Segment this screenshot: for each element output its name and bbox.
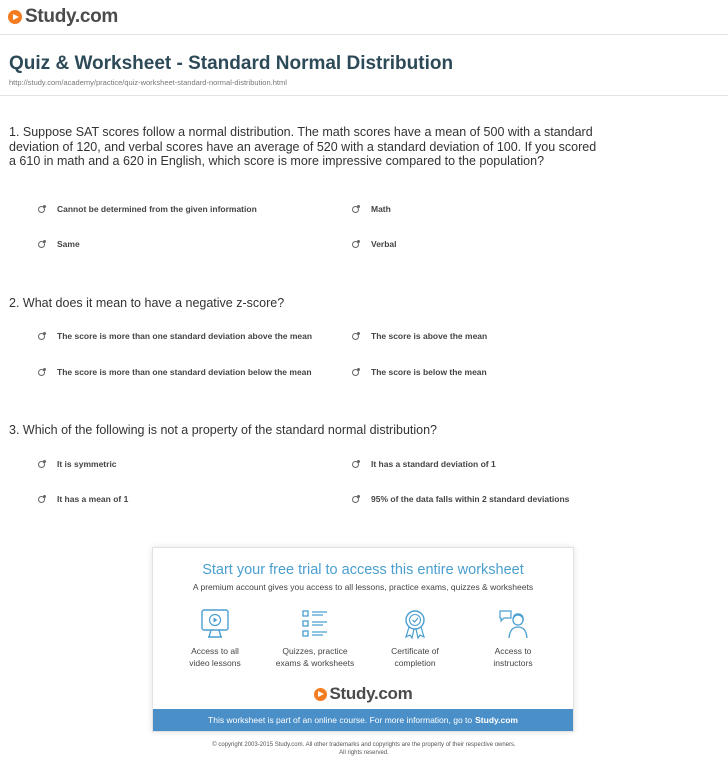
promo-footer-text: This worksheet is part of an online course. For more information, go to (208, 715, 473, 725)
feature-label: Access to all video lessons (189, 646, 241, 668)
play-logo-icon (314, 688, 327, 701)
answer-label: The score is below the mean (371, 367, 487, 377)
answer-label: The score is above the mean (371, 331, 488, 341)
radio-icon[interactable] (38, 206, 45, 213)
radio-icon[interactable] (38, 241, 45, 248)
feature-label: Access to instructors (493, 646, 533, 668)
radio-icon[interactable] (38, 333, 45, 340)
answer-option[interactable] (38, 459, 117, 469)
answer-label: It has a mean of 1 (57, 494, 129, 504)
answer-option[interactable] (38, 331, 312, 341)
answer-label: It has a standard deviation of 1 (371, 459, 496, 469)
copyright-line: © copyright 2003-2015 Study.com. All other trademarks and copyrights are the property of their respective owners. (212, 742, 516, 748)
answer-option[interactable] (38, 239, 80, 249)
question-1-text: 1. Suppose SAT scores follow a normal distribution. The math scores have a mean of 500 with a standard deviation of 120, and verbal scores have an average of 520 with a standard deviation of 100. If you scored a 610 in math and a 620 in English, which score is more impressive compared to the population? (9, 125, 597, 168)
feature-quizzes (265, 608, 365, 669)
answer-option[interactable] (352, 367, 487, 377)
promo-title[interactable]: Start your free trial to access this entire worksheet (202, 562, 524, 578)
question-2-text: 2. What does it mean to have a negative z-score? (9, 296, 285, 310)
answer-label: Verbal (371, 239, 397, 249)
checklist-icon (300, 608, 330, 640)
promo-subtitle: A premium account gives you access to all lessons, practice exams, quizzes & worksheets (192, 582, 534, 592)
site-header (8, 6, 118, 28)
answer-option[interactable] (352, 239, 397, 249)
radio-icon[interactable] (38, 369, 45, 376)
site-logo[interactable]: Study.com (25, 6, 119, 27)
answer-label: Cannot be determined from the given information (57, 204, 257, 214)
feature-instructors (463, 608, 563, 669)
radio-icon[interactable] (352, 333, 359, 340)
radio-icon[interactable] (352, 206, 359, 213)
copyright-line: All rights reserved. (339, 750, 389, 756)
header-divider (0, 34, 728, 35)
answer-label: 95% of the data falls within 2 standard deviations (371, 494, 570, 504)
copyright-notice (0, 741, 728, 757)
feature-certificate (365, 608, 465, 669)
promo-logo[interactable] (153, 684, 573, 704)
page-title: Quiz & Worksheet - Standard Normal Distribution (9, 53, 454, 74)
answer-label: Math (371, 204, 391, 214)
radio-icon[interactable] (352, 496, 359, 503)
answer-label: It is symmetric (57, 459, 117, 469)
answer-option[interactable] (352, 494, 569, 504)
radio-icon[interactable] (352, 241, 359, 248)
title-divider (0, 95, 728, 96)
answer-label: Same (57, 239, 80, 249)
promo-logo-text: Study.com (329, 684, 413, 703)
radio-icon[interactable] (352, 369, 359, 376)
answer-option[interactable] (38, 204, 257, 214)
feature-video-lessons (165, 608, 265, 669)
feature-label: Certificate of completion (391, 646, 439, 668)
page-url[interactable]: http://study.com/academy/practice/quiz-worksheet-standard-normal-distribution.html (9, 78, 287, 87)
feature-label: Quizzes, practice exams & worksheets (275, 646, 355, 668)
promo-footer-link[interactable]: Study.com (475, 715, 518, 725)
answer-option[interactable] (352, 459, 496, 469)
instructor-icon (498, 608, 528, 640)
answer-label: The score is more than one standard deviation below the mean (57, 367, 312, 377)
promo-footer-banner (153, 709, 573, 731)
answer-option[interactable] (38, 494, 128, 504)
certificate-icon (400, 608, 430, 640)
answer-label: The score is more than one standard deviation above the mean (57, 331, 313, 341)
radio-icon[interactable] (38, 496, 45, 503)
answer-option[interactable] (352, 331, 487, 341)
answer-option[interactable] (352, 204, 391, 214)
video-lesson-icon (200, 608, 230, 640)
radio-icon[interactable] (352, 461, 359, 468)
free-trial-promo (152, 547, 574, 732)
answer-option[interactable] (38, 367, 312, 377)
play-logo-icon (8, 10, 22, 24)
radio-icon[interactable] (38, 461, 45, 468)
question-3-text: 3. Which of the following is not a property of the standard normal distribution? (9, 423, 438, 437)
